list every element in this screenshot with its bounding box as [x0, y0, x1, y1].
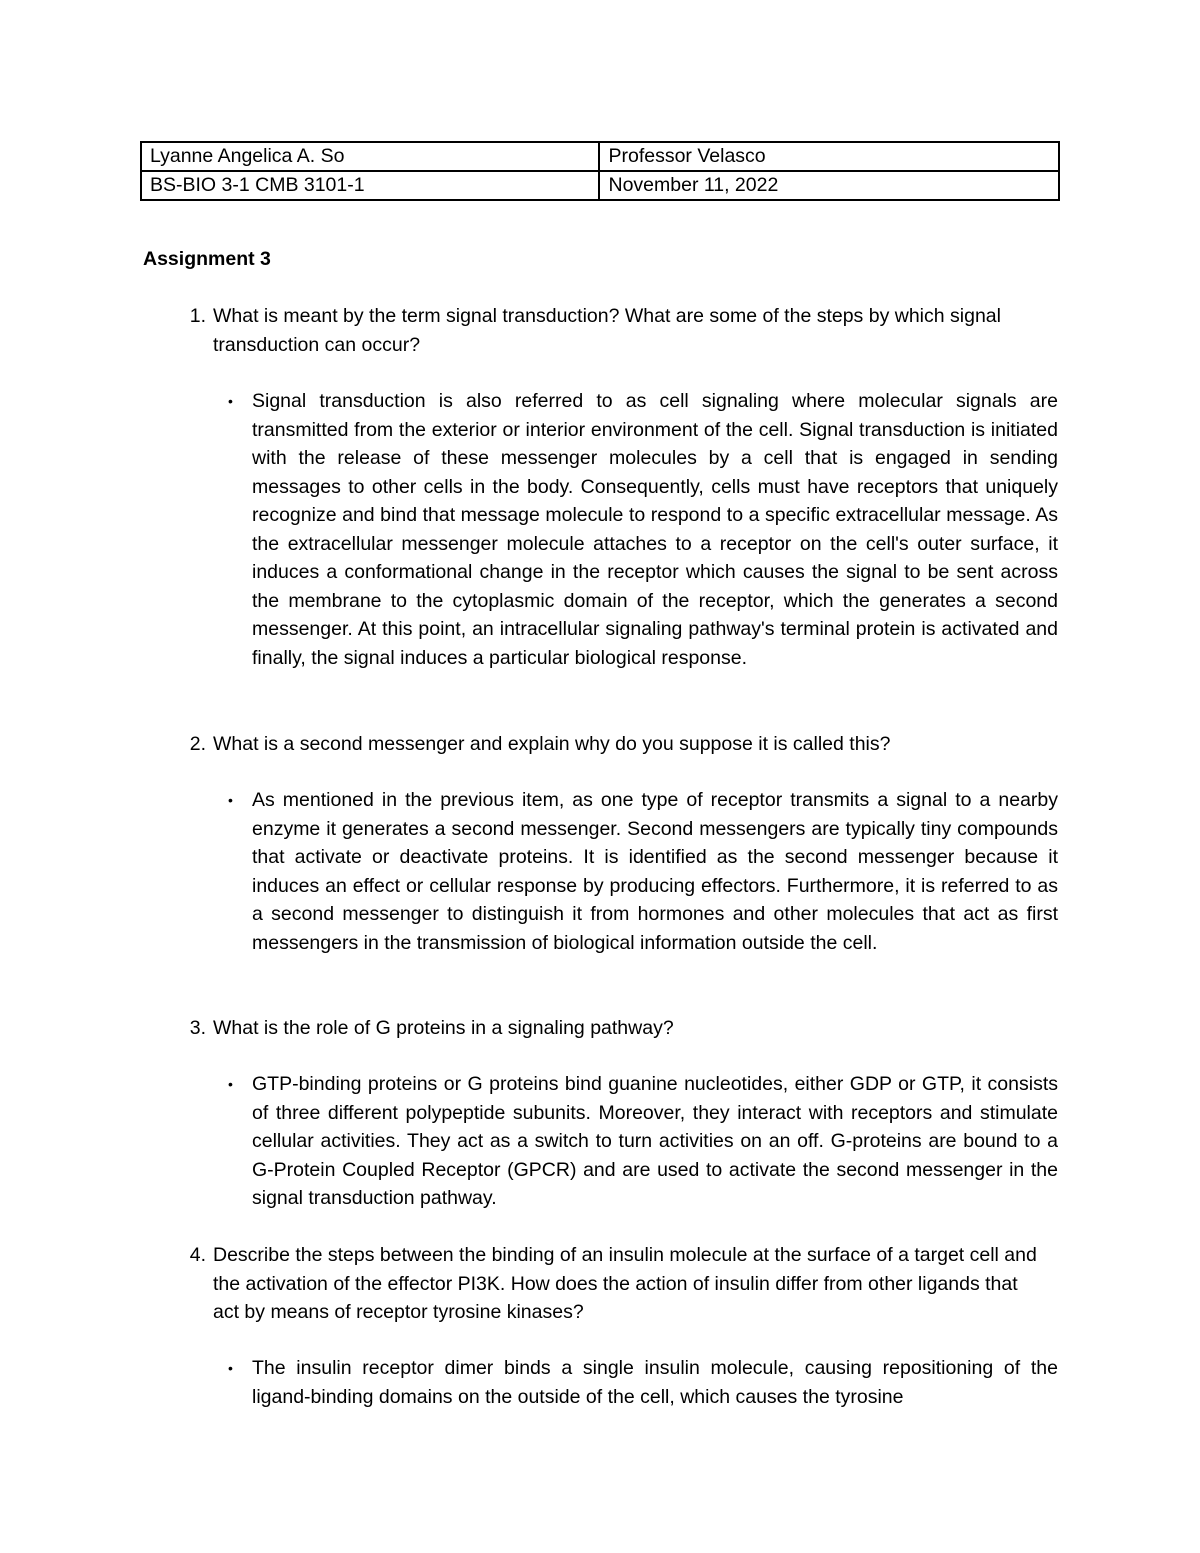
question-number: 2.: [189, 733, 206, 755]
header-info-table: [140, 141, 1060, 201]
question-text: What is the role of G proteins in a signaling pathway?: [213, 1017, 674, 1039]
answer-text: Signal transduction is also referred to as cell signaling where molecular signals are transmitted from the exterior or interior environment of the cell. Signal transduction is initiated with the release of these messenger molecules by a cell that is engaged in sending messages to other cells in the body. Consequently, cells must have receptors that uniquely recognize and bind that message molecule to respond to a specific extracellular message. As the extracellular messenger molecule attaches to a receptor on the cell's outer surface, it induces a conformational change in the receptor which causes the signal to be sent across the membrane to the cytoplasmic domain of the receptor, which the generates a second messenger. At this point, an intracellular signaling pathway's terminal protein is activated and finally, the signal induces a particular biological response.: [252, 390, 1058, 669]
bullet-icon: •: [228, 1076, 233, 1092]
question-text: What is a second messenger and explain why do you suppose it is called this?: [213, 733, 891, 755]
assignment-title: Assignment 3: [143, 248, 271, 270]
question-text: What is meant by the term signal transduction? What are some of the steps by which signal transduction can occur?: [213, 305, 1001, 356]
question-4: [143, 1241, 1043, 1327]
question-number: 1.: [189, 305, 206, 327]
professor-name: Professor Velasco: [599, 142, 1059, 171]
answer-1: [228, 387, 1058, 672]
bullet-icon: •: [228, 1360, 233, 1376]
question-number: 3.: [189, 1017, 206, 1039]
answer-text: As mentioned in the previous item, as one type of receptor transmits a signal to a nearby enzyme it generates a second messenger. Second messengers are typically tiny compounds that activate or deactivate proteins. It is identified as the second messenger because it induces an effect or cellular response by producing effectors. Furthermore, it is referred to as a second messenger to distinguish it from hormones and other molecules that act as first messengers in the transmission of biological information outside the cell.: [252, 789, 1058, 954]
bullet-icon: •: [228, 393, 233, 409]
question-text: Describe the steps between the binding of an insulin molecule at the surface of a target cell and the activation of the effector PI3K. How does the action of insulin differ from other ligands that act by means of receptor tyrosine kinases?: [213, 1244, 1037, 1323]
header-row-1: [141, 142, 1059, 171]
answer-3: [228, 1070, 1058, 1213]
question-number: 4.: [189, 1244, 206, 1266]
answer-text: The insulin receptor dimer binds a single insulin molecule, causing repositioning of the ligand-binding domains on the outside of the cell, which causes the tyrosine: [252, 1357, 1058, 1408]
answer-4: [228, 1354, 1058, 1411]
student-name: Lyanne Angelica A. So: [141, 142, 599, 171]
header-row-2: [141, 171, 1059, 200]
section-course: BS-BIO 3-1 CMB 3101-1: [141, 171, 599, 200]
bullet-icon: •: [228, 792, 233, 808]
question-1: [143, 302, 1043, 359]
answer-text: GTP-binding proteins or G proteins bind guanine nucleotides, either GDP or GTP, it consists of three different polypeptide subunits. Moreover, they interact with receptors and stimulate cellular activities. They act as a switch to turn activities on an off. G-proteins are bound to a G-Protein Coupled Receptor (GPCR) and are used to activate the second messenger in the signal transduction pathway.: [252, 1073, 1058, 1209]
question-3: [143, 1014, 1043, 1043]
question-2: [143, 730, 1043, 759]
submission-date: November 11, 2022: [599, 171, 1059, 200]
answer-2: [228, 786, 1058, 957]
